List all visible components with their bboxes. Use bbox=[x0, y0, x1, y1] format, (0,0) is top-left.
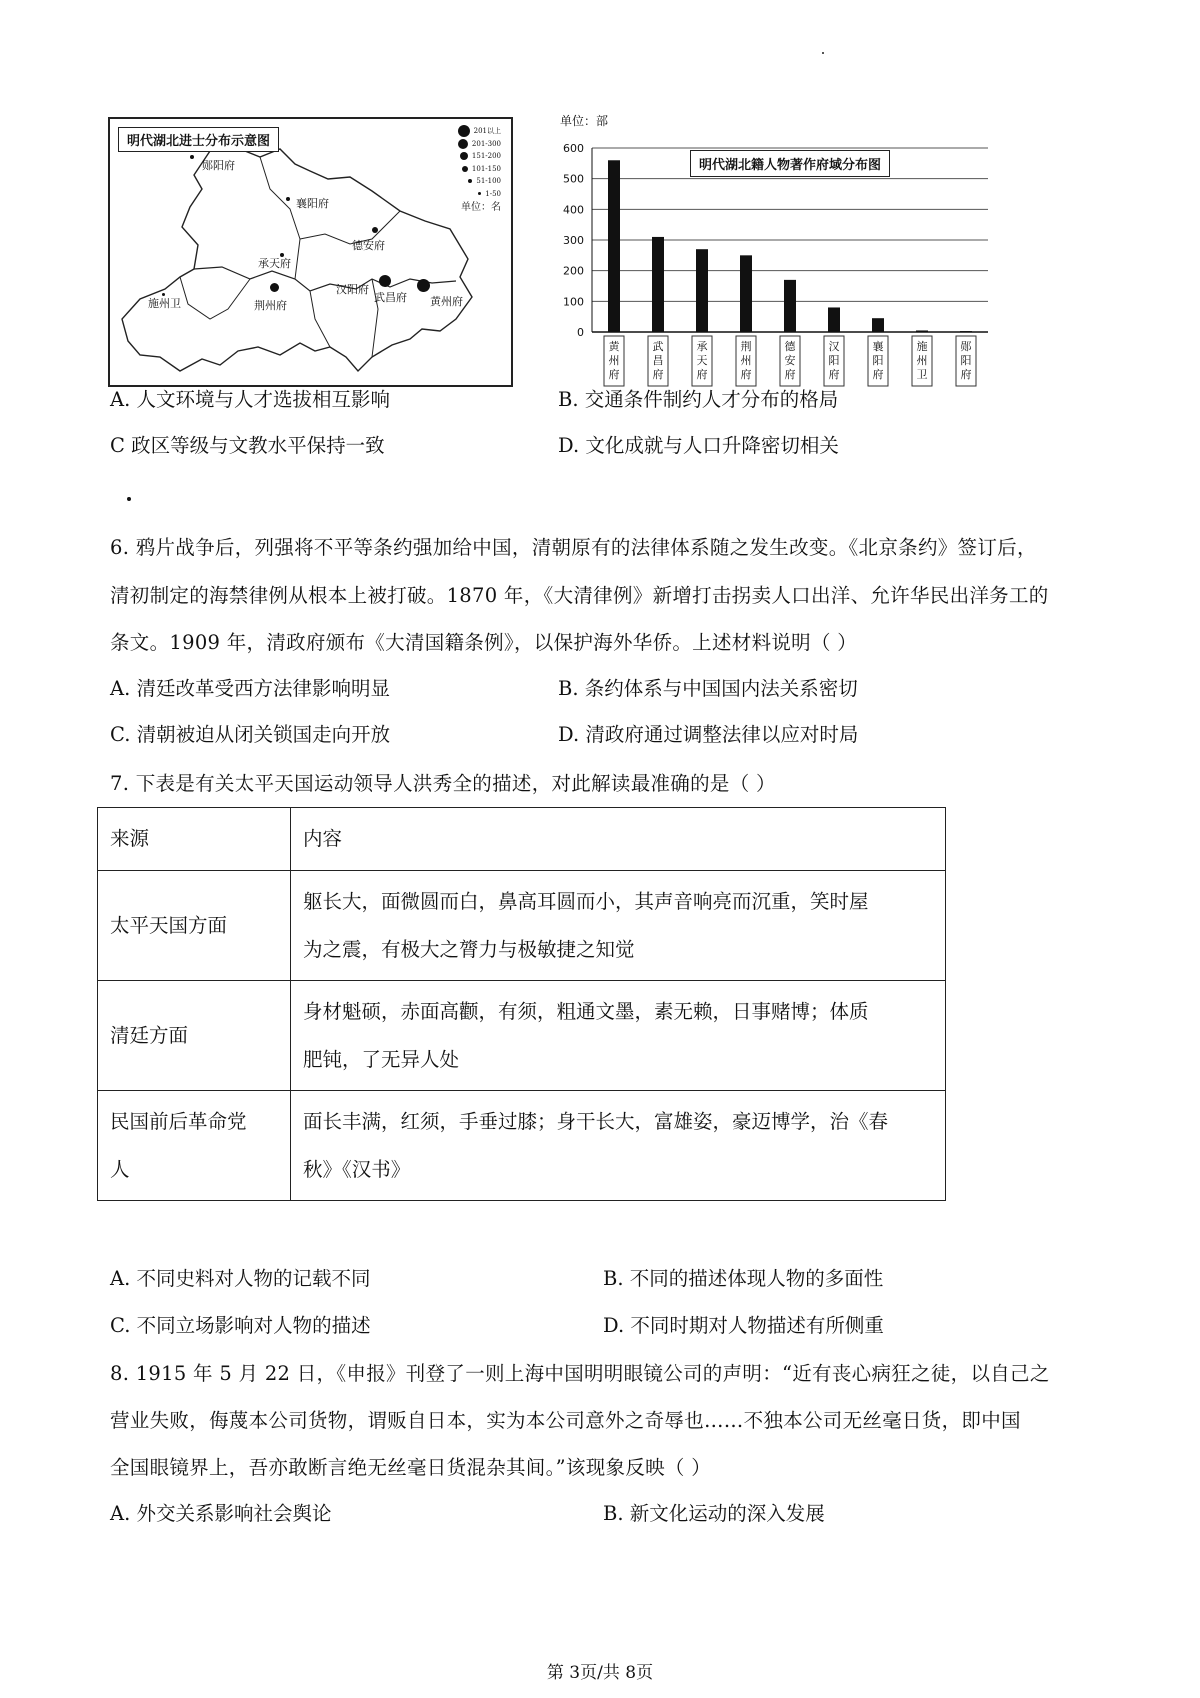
bar-武昌府 bbox=[652, 237, 664, 332]
map-legend bbox=[437, 125, 501, 215]
x-tick-label: 郧阳府 bbox=[960, 340, 972, 381]
q7-option-a: A. 不同史料对人物的记载不同 bbox=[110, 1267, 371, 1290]
map-dot bbox=[372, 227, 378, 233]
map-label-wuchang: 武昌府 bbox=[374, 291, 407, 304]
y-tick-label: 400 bbox=[563, 203, 584, 217]
q7-option-d: D. 不同时期对人物描述有所侧重 bbox=[603, 1314, 884, 1337]
map-label-jingzhou: 荆州府 bbox=[254, 299, 287, 312]
map-label-hanyang: 汉阳府 bbox=[336, 283, 369, 296]
bar-德安府 bbox=[784, 280, 796, 332]
y-tick-label: 100 bbox=[563, 295, 584, 309]
q8-option-b: B. 新文化运动的深入发展 bbox=[603, 1502, 825, 1525]
page-footer: 第 3页/共 8页 bbox=[546, 1663, 654, 1683]
legend-item: 201-300 bbox=[437, 138, 501, 151]
map-label-shizhouwei: 施州卫 bbox=[148, 297, 181, 310]
q8-stem-line2: 营业失败，侮蔑本公司货物，谓贩自日本，实为本公司意外之奇辱也……不独本公司无丝毫日货，即中国 bbox=[110, 1409, 1021, 1432]
x-tick-label: 汉阳府 bbox=[828, 340, 840, 381]
legend-item: 51-100 bbox=[437, 175, 501, 188]
table-cell-content: 躯长大，面微圆而白，鼻高耳圆而小，其声音响亮而沉重，笑时屋 为之震，有极大之膂力与极敏捷之知觉 bbox=[291, 871, 946, 981]
jinshi-distribution-map bbox=[108, 117, 513, 387]
map-dot bbox=[417, 279, 430, 292]
y-tick-label: 200 bbox=[563, 264, 584, 278]
map-dot bbox=[190, 155, 194, 159]
q7-stem: 7. 下表是有关太平天国运动领导人洪秀全的描述，对此解读最准确的是（ ） bbox=[110, 772, 776, 795]
scan-dot bbox=[127, 497, 131, 501]
y-tick-label: 500 bbox=[563, 172, 584, 186]
bar-襄阳府 bbox=[872, 318, 884, 332]
bar-施州卫 bbox=[916, 330, 928, 332]
table-header-row bbox=[98, 808, 946, 871]
legend-item: 151-200 bbox=[437, 150, 501, 163]
x-tick-label: 施州卫 bbox=[916, 340, 928, 381]
y-tick-label: 300 bbox=[563, 234, 584, 247]
map-dot bbox=[379, 275, 391, 287]
bar-郧阳府 bbox=[960, 331, 972, 332]
table-cell-content: 面长丰满，红须，手垂过膝；身干长大，富雄姿，豪迈博学，治《春 秋》《汉书》 bbox=[291, 1091, 946, 1201]
works-bar-chart bbox=[548, 112, 1008, 392]
x-tick-label: 承天府 bbox=[696, 340, 708, 381]
x-tick-label: 黄州府 bbox=[608, 340, 620, 381]
table-cell-source: 民国前后革命党 人 bbox=[98, 1091, 291, 1201]
bar-荆州府 bbox=[740, 255, 752, 332]
q8-stem-line1: 8. 1915 年 5 月 22 日，《申报》刊登了一则上海中国明明眼镜公司的声明：“近有丧心病狂之徒，以自己之 bbox=[110, 1362, 1050, 1385]
x-tick-label: 襄阳府 bbox=[872, 340, 884, 381]
table-row bbox=[98, 981, 946, 1091]
scan-speck bbox=[822, 52, 824, 54]
legend-item: 201以上 bbox=[437, 125, 501, 138]
map-unit: 单位：名 bbox=[461, 202, 501, 213]
map-label-yunyang: 郧阳府 bbox=[202, 159, 235, 172]
y-tick-label: 0 bbox=[577, 326, 584, 339]
q5-option-b: B. 交通条件制约人才分布的格局 bbox=[558, 388, 839, 411]
q7-option-c: C. 不同立场影响对人物的描述 bbox=[110, 1314, 371, 1337]
x-tick-label: 德安府 bbox=[784, 340, 796, 381]
map-dot bbox=[162, 293, 165, 296]
q8-stem-line3: 全国眼镜界上，吾亦敢断言绝无丝毫日货混杂其间。”该现象反映（ ） bbox=[110, 1456, 712, 1479]
q7-option-b: B. 不同的描述体现人物的多面性 bbox=[603, 1267, 884, 1290]
q6-option-b: B. 条约体系与中国国内法关系密切 bbox=[558, 677, 858, 700]
q5-option-c: C 政区等级与文教水平保持一致 bbox=[110, 434, 385, 457]
y-tick-label: 600 bbox=[563, 142, 584, 155]
q6-option-a: A. 清廷改革受西方法律影响明显 bbox=[110, 677, 390, 700]
table-cell-source: 清廷方面 bbox=[98, 981, 291, 1091]
table-row bbox=[98, 871, 946, 981]
bar-汉阳府 bbox=[828, 307, 840, 332]
q6-stem-line3: 条文。1909 年，清政府颁布《大清国籍条例》，以保护海外华侨。上述材料说明（ ） bbox=[110, 631, 858, 654]
q5-option-d: D. 文化成就与人口升降密切相关 bbox=[558, 434, 839, 457]
table-header-content: 内容 bbox=[291, 808, 946, 871]
q6-stem-line2: 清初制定的海禁律例从根本上被打破。1870 年，《大清律例》新增打击拐卖人口出洋、允许华民出洋务工的 bbox=[110, 584, 1049, 607]
table-cell-content: 身材魁硕，赤面高颧，有须，粗通文墨，素无赖，日事赌博；体质 肥钝，了无异人处 bbox=[291, 981, 946, 1091]
table-row bbox=[98, 1091, 946, 1201]
table-cell-source: 太平天国方面 bbox=[98, 871, 291, 981]
table-header-source: 来源 bbox=[98, 808, 291, 871]
q6-option-c: C. 清朝被迫从闭关锁国走向开放 bbox=[110, 723, 391, 746]
bar-黄州府 bbox=[608, 160, 620, 332]
map-label-chengtian: 承天府 bbox=[258, 257, 291, 270]
map-title: 明代湖北进士分布示意图 bbox=[118, 127, 279, 152]
map-dot bbox=[280, 253, 284, 257]
q6-option-d: D. 清政府通过调整法律以应对时局 bbox=[558, 723, 859, 746]
map-label-xiangyang: 襄阳府 bbox=[296, 197, 329, 210]
x-tick-label: 武昌府 bbox=[652, 340, 664, 381]
bar-承天府 bbox=[696, 249, 708, 332]
map-dot bbox=[270, 283, 279, 292]
chart-ylabel: 单位：部 bbox=[560, 114, 609, 128]
map-label-dean: 德安府 bbox=[352, 239, 385, 252]
map-dot bbox=[286, 197, 290, 201]
map-label-huangzhou: 黄州府 bbox=[430, 295, 463, 308]
x-tick-label: 荆州府 bbox=[740, 340, 752, 381]
q8-option-a: A. 外交关系影响社会舆论 bbox=[110, 1502, 332, 1525]
q5-option-a: A. 人文环境与人才选拔相互影响 bbox=[110, 388, 390, 411]
legend-item: 101-150 bbox=[437, 163, 501, 176]
q7-table bbox=[97, 807, 946, 1201]
chart-title: 明代湖北籍人物著作府域分布图 bbox=[690, 150, 890, 177]
legend-item: 1-50 bbox=[437, 188, 501, 201]
figures-row bbox=[108, 112, 988, 392]
q6-stem-line1: 6. 鸦片战争后，列强将不平等条约强加给中国，清朝原有的法律体系随之发生改变。《北京条约》签订后， bbox=[110, 536, 1037, 559]
